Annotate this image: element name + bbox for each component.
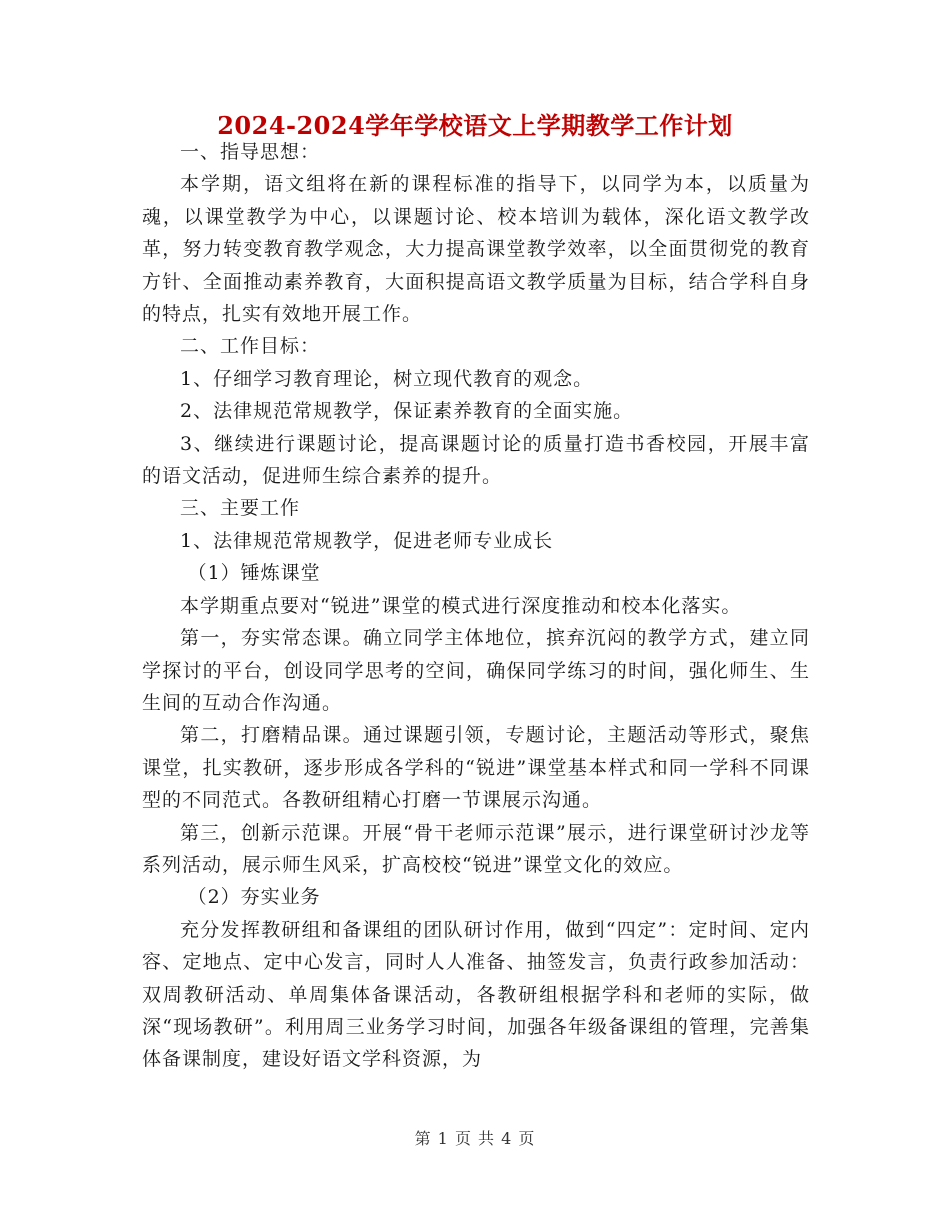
- section-heading: 二、工作目标：: [180, 335, 321, 358]
- paragraph: 本学期重点要对“锐进”课堂的模式进行深度推动和校本化落实。: [180, 594, 742, 617]
- document-title: 2024-2024学年学校语文上学期教学工作计划: [217, 111, 733, 140]
- document-body: [142, 136, 810, 1076]
- list-item: 3、继续进行课题讨论，提高课题讨论的质量打造书香校园，开展丰富的语文活动，促进师生综合素养的提升。: [142, 432, 810, 488]
- subsection-heading: （1）锤炼课堂: [187, 562, 321, 585]
- section-heading: 三、主要工作: [180, 497, 301, 520]
- page-number: 第 1 页 共 4 页: [414, 1129, 536, 1148]
- paragraph: 本学期，语文组将在新的课程标准的指导下，以同学为本，以质量为魂，以课堂教学为中心，以课题讨论、校本培训为载体，深化语文教学改革，努力转变教育教学观念，大力提高课堂教学效率，以全面贯彻党的教育方针、全面推动素养教育，大面积提高语文教学质量为目标，结合学科自身的特点，扎实有效地开展工作。: [142, 173, 810, 326]
- subsection-heading: （2）夯实业务: [187, 886, 321, 909]
- paragraph: 充分发挥教研组和备课组的团队研讨作用，做到“四定”：定时间、定内容、定地点、定中心发言，同时人人准备、抽签发言，负责行政参加活动：双周教研活动、单周集体备课活动，各教研组根据学科和老师的实际，做深“现场教研”。利用周三业务学习时间，加强各年级备课组的管理，完善集体备课制度，建设好语文学科资源，为: [142, 918, 810, 1071]
- paragraph: 第一，夯实常态课。确立同学主体地位，摈弃沉闷的教学方式，建立同学探讨的平台，创设同学思考的空间，确保同学练习的时间，强化师生、生生间的互动合作沟通。: [142, 627, 810, 714]
- section-heading: 一、指导思想：: [180, 141, 321, 163]
- list-item: 2、法律规范常规教学，保证素养教育的全面实施。: [180, 400, 634, 423]
- paragraph: 第三，创新示范课。开展“骨干老师示范课”展示，进行课堂研讨沙龙等系列活动，展示师生风采，扩高校校“锐进”课堂文化的效应。: [142, 821, 810, 876]
- list-item: 1、仔细学习教育理论，树立现代教育的观念。: [180, 367, 594, 390]
- subsection-heading: 1、法律规范常规教学，促进老师专业成长: [180, 529, 554, 552]
- paragraph: 第二，打磨精品课。通过课题引领，专题讨论，主题活动等形式，聚焦课堂，扎实教研，逐步形成各学科的“锐进”课堂基本样式和同一学科不同课型的不同范式。各教研组精心打磨一节课展示沟通。: [142, 724, 810, 812]
